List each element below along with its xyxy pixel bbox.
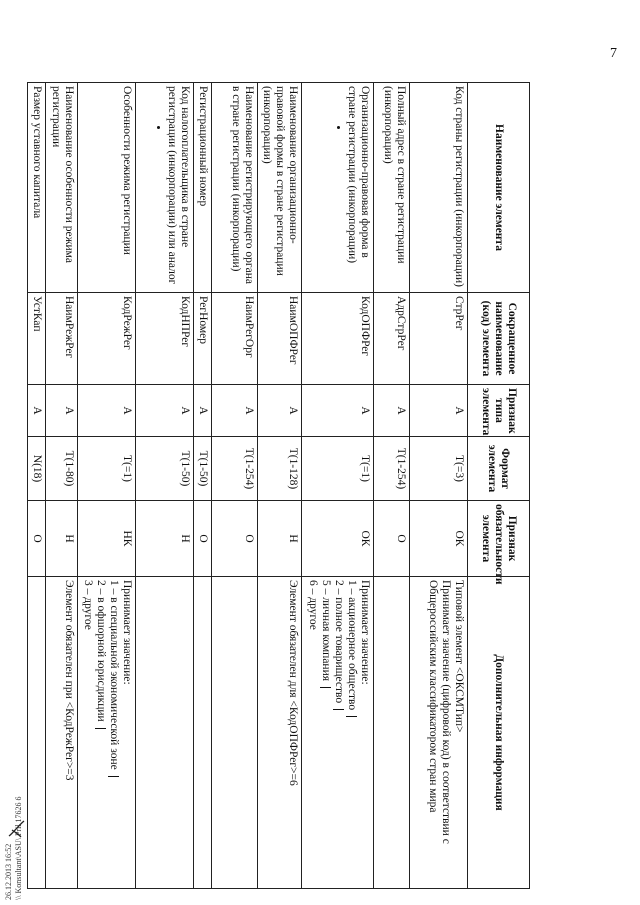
cell-format: Т(1-254) bbox=[212, 437, 258, 501]
info-line-text: 2 – в офшорной юрисдикции bbox=[95, 580, 107, 722]
stamp-line-2: \\ Konsultant\ASU\ Pril 17626 6 bbox=[14, 796, 23, 900]
info-line: Принимает значение: bbox=[121, 580, 133, 685]
cell-info bbox=[302, 577, 374, 889]
cell-required: Н bbox=[46, 501, 78, 577]
cell-code: АдрСтрРег bbox=[374, 293, 410, 385]
info-line-text: 1 – акционерное общество bbox=[346, 580, 358, 711]
rotated-table-wrapper bbox=[31, 82, 530, 888]
cell-type: А bbox=[28, 385, 46, 437]
cell-info bbox=[78, 577, 136, 889]
margin-mark-icon bbox=[346, 716, 357, 717]
cell-type: А bbox=[410, 385, 468, 437]
page-number: 7 bbox=[610, 46, 617, 61]
cell-info: Элемент обязателен для <КодОПФРег>=6 bbox=[258, 577, 302, 889]
table-row bbox=[136, 83, 194, 889]
table-row bbox=[302, 83, 374, 889]
cell-code: КодРежРег bbox=[78, 293, 136, 385]
cell-name: Код страны регистрации (инкорпорации) bbox=[410, 83, 468, 293]
cell-name: Наименование организационно-правовой формы в стране регистрации (инкорпорации) bbox=[258, 83, 302, 293]
info-line bbox=[345, 580, 358, 885]
cell-type: А bbox=[194, 385, 212, 437]
table-row bbox=[212, 83, 258, 889]
cell-type: А bbox=[212, 385, 258, 437]
cell-type: А bbox=[374, 385, 410, 437]
header-type: Признак типа элемента bbox=[468, 385, 530, 437]
info-line bbox=[332, 580, 345, 885]
cell-type: А bbox=[302, 385, 374, 437]
cell-info bbox=[28, 577, 46, 889]
table-row bbox=[194, 83, 212, 889]
info-line bbox=[94, 580, 107, 885]
cell-name bbox=[136, 83, 194, 293]
cell-name: Полный адрес в стране регистрации (инкорпорации) bbox=[374, 83, 410, 293]
table-row bbox=[258, 83, 302, 889]
cell-required: НК bbox=[78, 501, 136, 577]
info-line bbox=[107, 580, 120, 885]
cell-name-text: Организационно-правовая форма в стране регистрации (инкорпорации) bbox=[346, 86, 371, 264]
info-line: Принимает значение: bbox=[359, 580, 371, 685]
dot-mark-icon bbox=[157, 126, 160, 129]
cell-info bbox=[136, 577, 194, 889]
header-format: Формат элемента bbox=[468, 437, 530, 501]
cell-name: Размер уставного капитала bbox=[28, 83, 46, 293]
cell-code: НаимРежРег bbox=[46, 293, 78, 385]
cell-required: О bbox=[28, 501, 46, 577]
info-line-text: 1 – в специальной экономической зоне bbox=[108, 580, 120, 770]
cell-required: О bbox=[194, 501, 212, 577]
cell-code: НаимОПФРег bbox=[258, 293, 302, 385]
cell-format: Т(=1) bbox=[302, 437, 374, 501]
cell-name: Наименование регистрирующего органа в стране регистрации (инкорпорации) bbox=[212, 83, 258, 293]
cell-info: Элемент обязателен при <КодРежРег>=3 bbox=[46, 577, 78, 889]
cell-format: Т(1-50) bbox=[136, 437, 194, 501]
cell-info bbox=[194, 577, 212, 889]
margin-mark-icon bbox=[108, 776, 119, 777]
header-info: Дополнительная информация bbox=[468, 577, 530, 889]
info-line-text: 5 – личная компания bbox=[320, 580, 332, 682]
header-required: Признак обязательности элемента bbox=[468, 501, 530, 577]
cell-required: О bbox=[212, 501, 258, 577]
cell-name bbox=[302, 83, 374, 293]
cell-code: НаимРегОрг bbox=[212, 293, 258, 385]
elements-table bbox=[27, 82, 530, 889]
cell-info bbox=[410, 577, 468, 889]
cell-info bbox=[374, 577, 410, 889]
table-row bbox=[374, 83, 410, 889]
cell-format: Т(=1) bbox=[78, 437, 136, 501]
stamp-line-1: 26.12.2013 16:52 bbox=[4, 843, 13, 900]
cell-format: Т(1-254) bbox=[374, 437, 410, 501]
margin-mark-icon bbox=[333, 709, 344, 710]
cell-name-text: Код налогоплательщика в стране регистрации (инкорпорации) или аналог bbox=[166, 86, 191, 285]
info-line-text: 2 – полное товарищество bbox=[333, 580, 345, 704]
header-code: Сокращенное наименование (код) элемента bbox=[468, 293, 530, 385]
cell-format: Т(1-128) bbox=[258, 437, 302, 501]
cell-type: А bbox=[46, 385, 78, 437]
cell-code: УстКап bbox=[28, 293, 46, 385]
dot-mark-icon bbox=[337, 126, 340, 129]
cell-required: О bbox=[374, 501, 410, 577]
cell-name: Наименование особенности режима регистрации bbox=[46, 83, 78, 293]
cell-required: Н bbox=[258, 501, 302, 577]
table-header-row bbox=[468, 83, 530, 889]
cell-format: N(18) bbox=[28, 437, 46, 501]
cell-required: Н bbox=[136, 501, 194, 577]
info-line: 6 – другое bbox=[307, 580, 319, 630]
cell-format: Т(1-50) bbox=[194, 437, 212, 501]
info-line: 3 – другое bbox=[82, 580, 94, 630]
table-row bbox=[46, 83, 78, 889]
info-line bbox=[319, 580, 332, 885]
cell-type: А bbox=[258, 385, 302, 437]
cell-required: ОК bbox=[302, 501, 374, 577]
header-name: Наименование элемента bbox=[468, 83, 530, 293]
cell-code: КодНПРег bbox=[136, 293, 194, 385]
cell-name: Особенности режима регистрации bbox=[78, 83, 136, 293]
cell-format: Т(1-80) bbox=[46, 437, 78, 501]
cell-code: СтрРег bbox=[410, 293, 468, 385]
cell-name: Регистрационный номер bbox=[194, 83, 212, 293]
table-row bbox=[78, 83, 136, 889]
cell-format: Т(=3) bbox=[410, 437, 468, 501]
cell-code: РегНомер bbox=[194, 293, 212, 385]
cell-info bbox=[212, 577, 258, 889]
pen-mark-icon bbox=[6, 818, 28, 840]
table-row bbox=[410, 83, 468, 889]
info-line: Типовой элемент <ОКСМТип> bbox=[453, 580, 465, 733]
margin-mark-icon bbox=[95, 728, 106, 729]
info-line: Принимает значение (цифровой код) в соответствии с Общероссийским классификатором стран мира bbox=[427, 580, 452, 844]
cell-type: А bbox=[136, 385, 194, 437]
table-row bbox=[28, 83, 46, 889]
margin-mark-icon bbox=[320, 687, 331, 688]
cell-code: КодОПФРег bbox=[302, 293, 374, 385]
cell-required: ОК bbox=[410, 501, 468, 577]
cell-type: А bbox=[78, 385, 136, 437]
